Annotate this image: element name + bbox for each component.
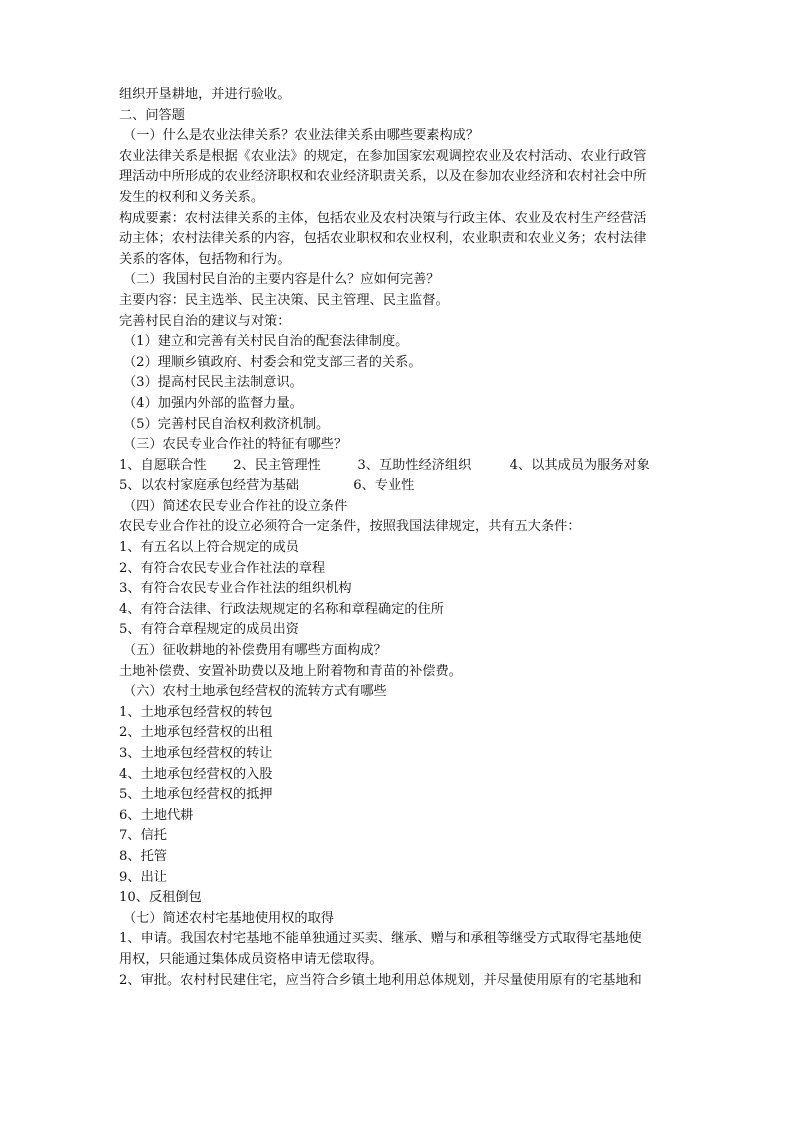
document-body-part2 bbox=[119, 497, 679, 991]
feature-item: 3、互助性经济组织 bbox=[357, 457, 472, 473]
text-line: 发生的权利和义务关系。 bbox=[119, 189, 265, 205]
text-line: 7、信托 bbox=[119, 828, 167, 844]
question-heading: （三）农民专业合作社的特征有哪些？ bbox=[123, 437, 348, 453]
text-line: 动主体；农村法律关系的内容，包括农业职权和农业权利，农业职责和农业义务；农村法律 bbox=[119, 231, 647, 247]
text-line: 6、土地代耕 bbox=[119, 807, 194, 823]
text-line: 5、有符合章程规定的成员出资 bbox=[119, 622, 299, 638]
question-heading: （3）提高村民民主法制意识。 bbox=[123, 375, 303, 391]
text-line: 土地补偿费、安置补助费以及地上附着物和青苗的补偿费。 bbox=[119, 663, 462, 679]
text-line: 4、土地承包经营权的入股 bbox=[119, 766, 273, 782]
text-line: 3、土地承包经营权的转让 bbox=[119, 746, 273, 761]
question-heading: （5）完善村民自治权利救济机制。 bbox=[123, 416, 330, 432]
feature-item: 6、专业性 bbox=[353, 478, 415, 494]
question-heading: （2）理顺乡镇政府、村委会和党支部三者的关系。 bbox=[123, 354, 422, 370]
text-line: 关系的客体，包括物和行为。 bbox=[119, 251, 291, 267]
question-heading: （一）什么是农业法律关系？农业法律关系由哪些要素构成？ bbox=[123, 128, 480, 144]
question-heading: （二）我国村民自治的主要内容是什么？应如何完善？ bbox=[123, 272, 440, 288]
text-line: 3、有符合农民专业合作社法的组织机构 bbox=[119, 581, 352, 597]
feature-item: 4、以其成员为服务对象 bbox=[509, 457, 650, 473]
text-line: 2、土地承包经营权的出租 bbox=[119, 725, 273, 741]
text-line: 10、反租倒包 bbox=[119, 890, 202, 906]
question-heading: （五）征收耕地的补偿费用有哪些方面构成？ bbox=[123, 643, 387, 659]
text-line: 1、有五名以上符合规定的成员 bbox=[119, 540, 299, 556]
text-line: 组织开垦耕地，并进行验收。 bbox=[119, 87, 291, 102]
question-heading: （六）农村土地承包经营权的流转方式有哪些 bbox=[123, 684, 387, 700]
text-line: 用权，只能通过集体成员资格申请无偿取得。 bbox=[119, 951, 383, 967]
text-line: 1、土地承包经营权的转包 bbox=[119, 704, 273, 720]
text-line: 农民专业合作社的设立必须符合一定条件，按照我国法律规定，共有五大条件： bbox=[119, 519, 581, 535]
text-line: 完善村民自治的建议与对策： bbox=[119, 313, 291, 329]
features-row-2 bbox=[119, 476, 679, 497]
document-page bbox=[119, 85, 679, 991]
text-line: 主要内容：民主选举、民主决策、民主管理、民主监督。 bbox=[119, 292, 449, 308]
question-heading: （七）简述农村宅基地使用权的取得 bbox=[123, 910, 334, 926]
text-line: 2、有符合农民专业合作社法的章程 bbox=[119, 560, 326, 576]
feature-item: 2、民主管理性 bbox=[233, 457, 321, 473]
text-line: 农业法律关系是根据《农业法》的规定，在参加国家宏观调控农业及农村活动、农业行政管 bbox=[119, 148, 647, 164]
text-line: 2、审批。农村村民建住宅，应当符合乡镇土地利用总体规划，并尽量使用原有的宅基地和 bbox=[119, 972, 642, 988]
text-line: 构成要素：农村法律关系的主体，包括农业及农村决策与行政主体、农业及农村生产经营活 bbox=[119, 210, 647, 226]
text-line: 理活动中所形成的农业经济职权和农业经济职责关系，以及在参加农业经济和农村社会中所 bbox=[119, 169, 647, 185]
features-row-1 bbox=[119, 456, 679, 477]
text-line: 9、出让 bbox=[119, 869, 167, 885]
question-heading: （四）简述农民专业合作社的设立条件 bbox=[123, 498, 348, 514]
feature-item: 5、以农村家庭承包经营为基础 bbox=[119, 478, 299, 494]
text-line: 4、有符合法律、行政法规规定的名称和章程确定的住所 bbox=[119, 601, 444, 617]
text-line: 8、托管 bbox=[119, 848, 167, 864]
text-line: 1、申请。我国农村宅基地不能单独通过买卖、继承、赠与和承租等继受方式取得宅基地使 bbox=[119, 931, 642, 947]
feature-item: 1、自愿联合性 bbox=[119, 457, 207, 473]
document-body-part1 bbox=[119, 85, 679, 456]
question-heading: （1）建立和完善有关村民自治的配套法律制度。 bbox=[123, 334, 409, 350]
text-line: 二、问答题 bbox=[119, 107, 185, 123]
question-heading: （4）加强内外部的监督力量。 bbox=[123, 395, 303, 411]
text-line: 5、土地承包经营权的抵押 bbox=[119, 787, 273, 803]
